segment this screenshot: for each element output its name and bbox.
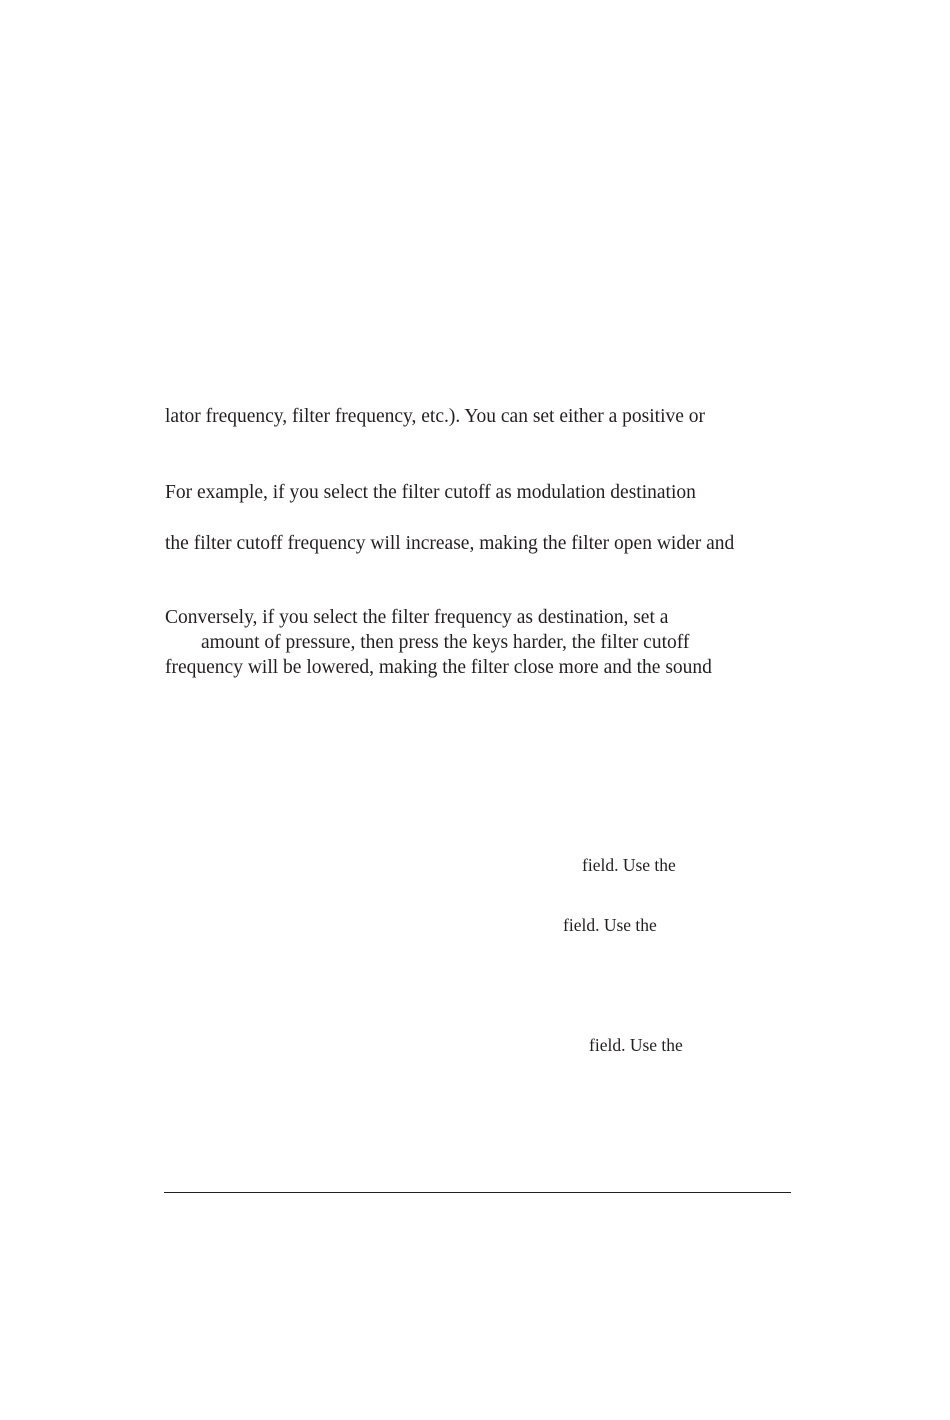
field-instruction: field. Use the (589, 1035, 683, 1055)
body-text-line: the filter cutoff frequency will increase, making the filter open wider and (165, 533, 735, 554)
body-text-line: frequency will be lowered, making the filter close more and the sound (165, 657, 712, 678)
body-text-line: lator frequency, filter frequency, etc.). You can set either a positive or (165, 406, 706, 427)
body-text-line: Conversely, if you select the filter frequency as destination, set a (165, 607, 669, 628)
body-text-line: For example, if you select the filter cutoff as modulation destination (165, 482, 696, 503)
field-instruction: field. Use the (563, 915, 657, 935)
footer-divider (164, 1192, 791, 1193)
field-instruction: field. Use the (582, 855, 676, 875)
body-text-line: amount of pressure, then press the keys harder, the filter cutoff (201, 632, 690, 653)
